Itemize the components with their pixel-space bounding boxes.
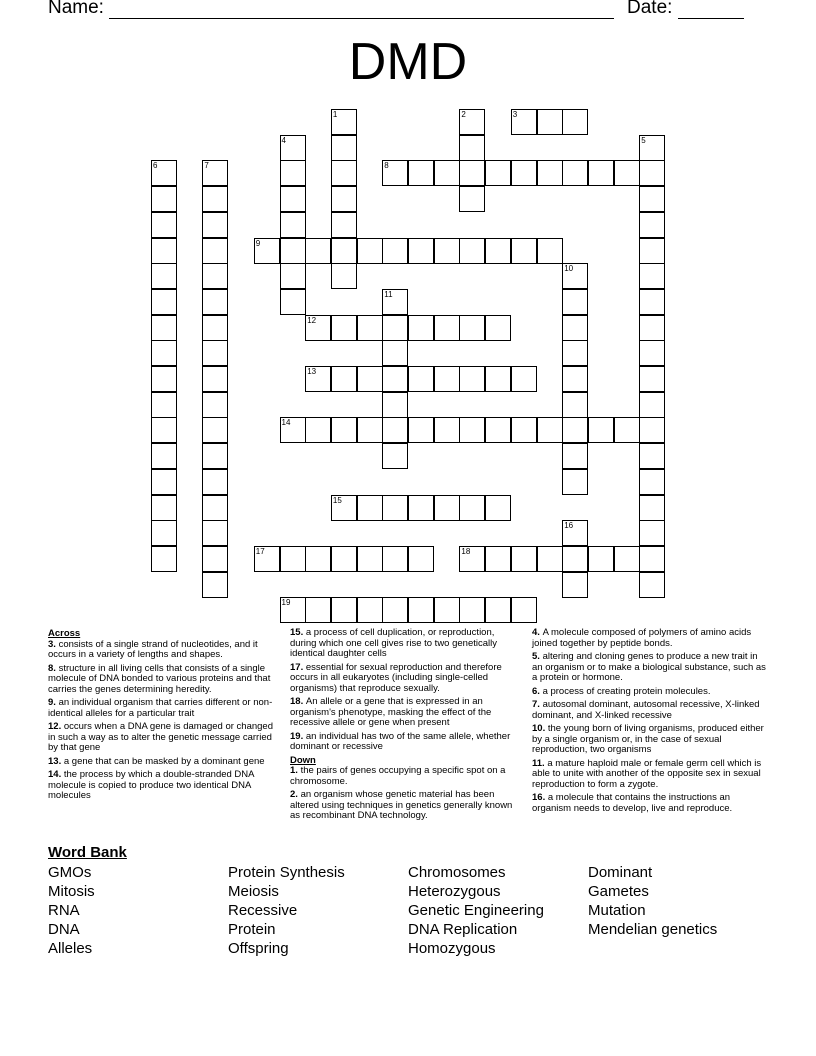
grid-cell[interactable] bbox=[202, 469, 228, 495]
grid-cell[interactable] bbox=[331, 160, 357, 186]
grid-cell[interactable] bbox=[459, 238, 485, 264]
grid-cell[interactable] bbox=[382, 597, 408, 623]
grid-cell[interactable] bbox=[382, 495, 408, 521]
clue-text: 9. an individual organism that carries different or non-identical alleles for a particular trait bbox=[48, 697, 273, 719]
grid-cell[interactable] bbox=[485, 315, 511, 341]
grid-cell[interactable] bbox=[254, 238, 280, 264]
grid-cell[interactable] bbox=[382, 546, 408, 572]
grid-cell[interactable] bbox=[459, 315, 485, 341]
grid-cell[interactable] bbox=[485, 238, 511, 264]
grid-cell[interactable] bbox=[614, 546, 640, 572]
grid-cell[interactable] bbox=[331, 135, 357, 161]
grid-cell[interactable] bbox=[562, 546, 588, 572]
clue-number: 5 bbox=[641, 135, 646, 145]
grid-cell[interactable] bbox=[357, 597, 383, 623]
clue-number: 4 bbox=[281, 135, 286, 145]
grid-cell[interactable] bbox=[434, 417, 460, 443]
grid-cell[interactable] bbox=[614, 417, 640, 443]
clue-number: 9 bbox=[255, 238, 261, 248]
grid-cell[interactable] bbox=[588, 160, 614, 186]
grid-cell[interactable] bbox=[331, 495, 357, 521]
clue-text: 18. An allele or a gene that is expressed in an organism's phenotype, masking the effect of the recessive allele or gene when present bbox=[290, 696, 492, 728]
grid-cell[interactable] bbox=[202, 366, 228, 392]
word-bank-item: RNA bbox=[48, 902, 80, 919]
down-heading: Down bbox=[290, 754, 316, 766]
grid-cell[interactable] bbox=[459, 366, 485, 392]
across-heading: Across bbox=[48, 628, 81, 639]
word-bank-item: Offspring bbox=[228, 940, 289, 957]
clue-number: 12 bbox=[307, 315, 317, 325]
grid-cell[interactable] bbox=[202, 392, 228, 418]
grid-cell[interactable] bbox=[254, 546, 280, 572]
grid-cell[interactable] bbox=[408, 238, 434, 264]
grid-cell[interactable] bbox=[151, 212, 177, 238]
grid-cell[interactable] bbox=[639, 366, 665, 392]
grid-cell[interactable] bbox=[202, 443, 228, 469]
grid-cell[interactable] bbox=[357, 417, 383, 443]
across-clues-part-2 bbox=[290, 628, 522, 753]
grid-cell[interactable] bbox=[562, 340, 588, 366]
word-bank-item: GMOs bbox=[48, 864, 92, 881]
clue-text: 14. the process by which a double-stranded DNA molecule is copied to produce two identical DNA molecules bbox=[48, 769, 254, 801]
grid-cell[interactable] bbox=[562, 366, 588, 392]
grid-cell[interactable] bbox=[511, 366, 537, 392]
grid-cell[interactable] bbox=[202, 340, 228, 366]
word-bank-column-2 bbox=[228, 863, 345, 958]
grid-cell[interactable] bbox=[280, 263, 306, 289]
grid-cell[interactable] bbox=[511, 417, 537, 443]
grid-cell[interactable] bbox=[202, 572, 228, 598]
grid-cell[interactable] bbox=[280, 417, 306, 443]
clue-number: 15 bbox=[332, 495, 342, 505]
clue-text: 13. a gene that can be masked by a dominant gene bbox=[48, 755, 265, 767]
grid-cell[interactable] bbox=[485, 417, 511, 443]
grid-cell[interactable] bbox=[639, 160, 665, 186]
grid-cell[interactable] bbox=[151, 340, 177, 366]
grid-cell[interactable] bbox=[331, 263, 357, 289]
grid-cell[interactable] bbox=[331, 597, 357, 623]
grid-cell[interactable] bbox=[639, 443, 665, 469]
grid-cell[interactable] bbox=[639, 392, 665, 418]
clue-text: 8. structure in all living cells that consists of a single molecule of DNA bonded to various proteins and that carries the genes determining heredity. bbox=[48, 662, 271, 695]
word-bank-item: Meiosis bbox=[228, 883, 279, 900]
grid-cell[interactable] bbox=[537, 109, 563, 135]
grid-cell[interactable] bbox=[639, 520, 665, 546]
grid-cell[interactable] bbox=[639, 495, 665, 521]
grid-cell[interactable] bbox=[305, 238, 331, 264]
grid-cell[interactable] bbox=[280, 212, 306, 238]
grid-cell[interactable] bbox=[357, 366, 383, 392]
grid-cell[interactable] bbox=[331, 212, 357, 238]
grid-cell[interactable] bbox=[459, 135, 485, 161]
grid-cell[interactable] bbox=[434, 315, 460, 341]
grid-cell[interactable] bbox=[202, 289, 228, 315]
clues-column-3 bbox=[532, 628, 768, 817]
grid-cell[interactable] bbox=[537, 546, 563, 572]
clues-column-1 bbox=[48, 628, 280, 805]
clue-text: 19. an individual has two of the same allele, whether dominant or recessive bbox=[290, 730, 511, 752]
grid-cell[interactable] bbox=[357, 495, 383, 521]
grid-cell[interactable] bbox=[562, 263, 588, 289]
word-bank-item: Heterozygous bbox=[408, 883, 501, 900]
grid-cell[interactable] bbox=[562, 315, 588, 341]
grid-cell[interactable] bbox=[202, 315, 228, 341]
clue-number: 18 bbox=[461, 546, 471, 556]
grid-cell[interactable] bbox=[305, 366, 331, 392]
grid-cell[interactable] bbox=[382, 417, 408, 443]
grid-cell[interactable] bbox=[331, 366, 357, 392]
grid-cell[interactable] bbox=[151, 186, 177, 212]
clue-number: 3 bbox=[512, 110, 518, 119]
grid-cell[interactable] bbox=[305, 597, 331, 623]
grid-cell[interactable] bbox=[639, 340, 665, 366]
grid-cell[interactable] bbox=[459, 495, 485, 521]
grid-cell[interactable] bbox=[151, 238, 177, 264]
word-bank-item: Dominant bbox=[588, 864, 653, 881]
word-bank-column-3 bbox=[408, 863, 544, 958]
grid-cell[interactable] bbox=[614, 160, 640, 186]
grid-cell[interactable] bbox=[408, 160, 434, 186]
grid-cell[interactable] bbox=[639, 263, 665, 289]
word-bank-item: Alleles bbox=[48, 940, 93, 957]
grid-cell[interactable] bbox=[202, 238, 228, 264]
grid-cell[interactable] bbox=[408, 597, 434, 623]
grid-cell[interactable] bbox=[459, 160, 485, 186]
grid-cell[interactable] bbox=[382, 160, 408, 186]
grid-cell[interactable] bbox=[151, 495, 177, 521]
grid-cell[interactable] bbox=[382, 315, 408, 341]
grid-cell[interactable] bbox=[202, 495, 228, 521]
grid-cell[interactable] bbox=[331, 315, 357, 341]
grid-cell[interactable] bbox=[639, 546, 665, 572]
grid-cell[interactable] bbox=[485, 160, 511, 186]
grid-cell[interactable] bbox=[382, 443, 408, 469]
grid-cell[interactable] bbox=[639, 238, 665, 264]
grid-cell[interactable] bbox=[639, 212, 665, 238]
grid-cell[interactable] bbox=[511, 109, 537, 135]
clue-text: 4. A molecule composed of polymers of amino acids joined together by peptide bonds. bbox=[532, 627, 752, 649]
grid-cell[interactable] bbox=[382, 366, 408, 392]
grid-cell[interactable] bbox=[639, 417, 665, 443]
grid-cell[interactable] bbox=[511, 160, 537, 186]
grid-cell[interactable] bbox=[434, 366, 460, 392]
clues-column-2 bbox=[290, 628, 522, 825]
grid-cell[interactable] bbox=[511, 597, 537, 623]
grid-cell[interactable] bbox=[280, 597, 306, 623]
grid-cell[interactable] bbox=[151, 469, 177, 495]
grid-cell[interactable] bbox=[408, 315, 434, 341]
down-clues-part-1 bbox=[290, 766, 522, 822]
grid-cell[interactable] bbox=[202, 520, 228, 546]
grid-cell[interactable] bbox=[562, 109, 588, 135]
grid-cell[interactable] bbox=[357, 546, 383, 572]
word-bank-item: Homozygous bbox=[408, 940, 496, 957]
date-label: Date: bbox=[627, 0, 673, 18]
clue-number: 14 bbox=[281, 418, 291, 428]
grid-cell[interactable] bbox=[485, 546, 511, 572]
clue-text: 5. altering and cloning genes to produce a new trait in an organism or to make a biological substance, such as a protein or hormone. bbox=[532, 651, 766, 683]
clue-number: 19 bbox=[281, 598, 291, 608]
grid-cell[interactable] bbox=[382, 289, 408, 315]
clue-text: 12. occurs when a DNA gene is damaged or changed in such a way as to alter the genetic message carried by that gene bbox=[48, 721, 273, 753]
grid-cell[interactable] bbox=[639, 135, 665, 161]
clue-number: 13 bbox=[307, 367, 317, 376]
grid-cell[interactable] bbox=[151, 443, 177, 469]
grid-cell[interactable] bbox=[639, 572, 665, 598]
grid-cell[interactable] bbox=[280, 238, 306, 264]
grid-cell[interactable] bbox=[202, 186, 228, 212]
clue-number: 17 bbox=[255, 546, 265, 556]
grid-cell[interactable] bbox=[331, 417, 357, 443]
grid-cell[interactable] bbox=[280, 135, 306, 161]
grid-cell[interactable] bbox=[305, 417, 331, 443]
word-bank-item: Recessive bbox=[228, 902, 298, 919]
clue-text: 15. a process of cell duplication, or reproduction, during which one cell gives rise to two genetically identical daughter cells bbox=[290, 627, 497, 659]
grid-cell[interactable] bbox=[202, 417, 228, 443]
grid-cell[interactable] bbox=[331, 109, 357, 135]
grid-cell[interactable] bbox=[357, 315, 383, 341]
grid-cell[interactable] bbox=[151, 263, 177, 289]
grid-cell[interactable] bbox=[331, 238, 357, 264]
grid-cell[interactable] bbox=[434, 160, 460, 186]
grid-cell[interactable] bbox=[280, 289, 306, 315]
name-label: Name: bbox=[48, 0, 104, 18]
grid-cell[interactable] bbox=[562, 443, 588, 469]
grid-cell[interactable] bbox=[562, 572, 588, 598]
clue-number: 10 bbox=[564, 264, 574, 274]
grid-cell[interactable] bbox=[408, 495, 434, 521]
grid-cell[interactable] bbox=[151, 315, 177, 341]
grid-cell[interactable] bbox=[202, 160, 228, 186]
word-bank-title: Word Bank bbox=[48, 844, 127, 861]
grid-cell[interactable] bbox=[485, 495, 511, 521]
clue-text: 7. autosomal dominant, autosomal recessive, X-linked dominant, and X-linked recessive bbox=[532, 699, 760, 721]
grid-cell[interactable] bbox=[485, 366, 511, 392]
grid-cell[interactable] bbox=[151, 520, 177, 546]
grid-cell[interactable] bbox=[562, 160, 588, 186]
grid-cell[interactable] bbox=[511, 238, 537, 264]
word-bank-item: Mutation bbox=[588, 902, 646, 919]
grid-cell[interactable] bbox=[280, 186, 306, 212]
clue-text: 6. a process of creating protein molecules. bbox=[532, 685, 711, 697]
grid-cell[interactable] bbox=[331, 546, 357, 572]
word-bank-item: Chromosomes bbox=[408, 864, 506, 881]
grid-cell[interactable] bbox=[537, 417, 563, 443]
clue-text: 17. essential for sexual reproduction and therefore occurs in all eukaryotes (including single-celled organisms) that reproduce sexually. bbox=[290, 661, 502, 694]
grid-cell[interactable] bbox=[639, 289, 665, 315]
grid-cell[interactable] bbox=[382, 340, 408, 366]
grid-cell[interactable] bbox=[537, 160, 563, 186]
grid-cell[interactable] bbox=[357, 238, 383, 264]
clue-text: 16. a molecule that contains the instructions an organism needs to develop, live and reproduce. bbox=[532, 792, 733, 814]
grid-cell[interactable] bbox=[588, 546, 614, 572]
grid-cell[interactable] bbox=[382, 238, 408, 264]
clue-number: 6 bbox=[153, 161, 158, 171]
grid-cell[interactable] bbox=[151, 417, 177, 443]
word-bank-column-1 bbox=[48, 863, 95, 958]
clue-text: 1. the pairs of genes occupying a specific spot on a chromosome. bbox=[290, 765, 506, 787]
word-bank-item: Protein Synthesis bbox=[228, 864, 345, 881]
grid-cell[interactable] bbox=[151, 160, 177, 186]
grid-cell[interactable] bbox=[151, 289, 177, 315]
grid-cell[interactable] bbox=[588, 417, 614, 443]
grid-cell[interactable] bbox=[562, 289, 588, 315]
grid-cell[interactable] bbox=[202, 546, 228, 572]
clue-number: 7 bbox=[204, 161, 209, 171]
grid-cell[interactable] bbox=[382, 392, 408, 418]
grid-cell[interactable] bbox=[151, 366, 177, 392]
grid-cell[interactable] bbox=[408, 546, 434, 572]
word-bank-item: Mendelian genetics bbox=[588, 921, 718, 938]
grid-cell[interactable] bbox=[305, 315, 331, 341]
word-bank-column-4 bbox=[588, 863, 717, 939]
word-bank-item: DNA Replication bbox=[408, 921, 518, 938]
grid-cell[interactable] bbox=[639, 186, 665, 212]
grid-cell[interactable] bbox=[485, 597, 511, 623]
grid-cell[interactable] bbox=[305, 546, 331, 572]
clue-number: 11 bbox=[384, 289, 393, 299]
clue-number: 1 bbox=[332, 110, 338, 119]
grid-cell[interactable] bbox=[434, 597, 460, 623]
grid-cell[interactable] bbox=[562, 469, 588, 495]
word-bank-item: Mitosis bbox=[48, 883, 95, 900]
grid-cell[interactable] bbox=[202, 212, 228, 238]
word-bank-item: Genetic Engineering bbox=[408, 902, 544, 919]
clue-text: 10. the young born of living organisms, produced either by a single organism or, in the case of sexual reproduction, two organisms bbox=[532, 723, 764, 755]
grid-cell[interactable] bbox=[202, 263, 228, 289]
clue-text: 2. an organism whose genetic material has been altered using techniques in genetics generally known as recombinant DNA technology. bbox=[290, 789, 513, 821]
grid-cell[interactable] bbox=[639, 315, 665, 341]
grid-cell[interactable] bbox=[331, 186, 357, 212]
grid-cell[interactable] bbox=[280, 546, 306, 572]
clue-text: 3. consists of a single strand of nucleotides, and it occurs in a variety of lengths and shapes. bbox=[48, 638, 258, 660]
word-bank-item: Gametes bbox=[588, 883, 649, 900]
grid-cell[interactable] bbox=[434, 495, 460, 521]
grid-cell[interactable] bbox=[459, 597, 485, 623]
grid-cell[interactable] bbox=[280, 160, 306, 186]
clue-text: 11. a mature haploid male or female germ cell which is able to unite with another of the opposite sex in sexual reproduction to form a zygote. bbox=[532, 757, 762, 790]
grid-cell[interactable] bbox=[408, 366, 434, 392]
grid-cell[interactable] bbox=[434, 238, 460, 264]
down-clues-part-2 bbox=[532, 628, 768, 814]
clue-number: 8 bbox=[384, 161, 389, 171]
grid-cell[interactable] bbox=[151, 392, 177, 418]
grid-cell[interactable] bbox=[459, 109, 485, 135]
word-bank-item: DNA bbox=[48, 921, 80, 938]
grid-cell[interactable] bbox=[151, 546, 177, 572]
across-clues-part-1 bbox=[48, 640, 280, 802]
grid-cell[interactable] bbox=[537, 238, 563, 264]
clue-number: 2 bbox=[461, 110, 466, 119]
grid-cell[interactable] bbox=[459, 417, 485, 443]
grid-cell[interactable] bbox=[639, 469, 665, 495]
clue-number: 16 bbox=[564, 521, 574, 531]
grid-cell[interactable] bbox=[562, 417, 588, 443]
grid-cell[interactable] bbox=[562, 392, 588, 418]
grid-cell[interactable] bbox=[459, 186, 485, 212]
grid-cell[interactable] bbox=[459, 546, 485, 572]
grid-cell[interactable] bbox=[511, 546, 537, 572]
grid-cell[interactable] bbox=[408, 417, 434, 443]
grid-cell[interactable] bbox=[562, 520, 588, 546]
word-bank-item: Protein bbox=[228, 921, 276, 938]
page-title: DMD bbox=[348, 33, 468, 91]
